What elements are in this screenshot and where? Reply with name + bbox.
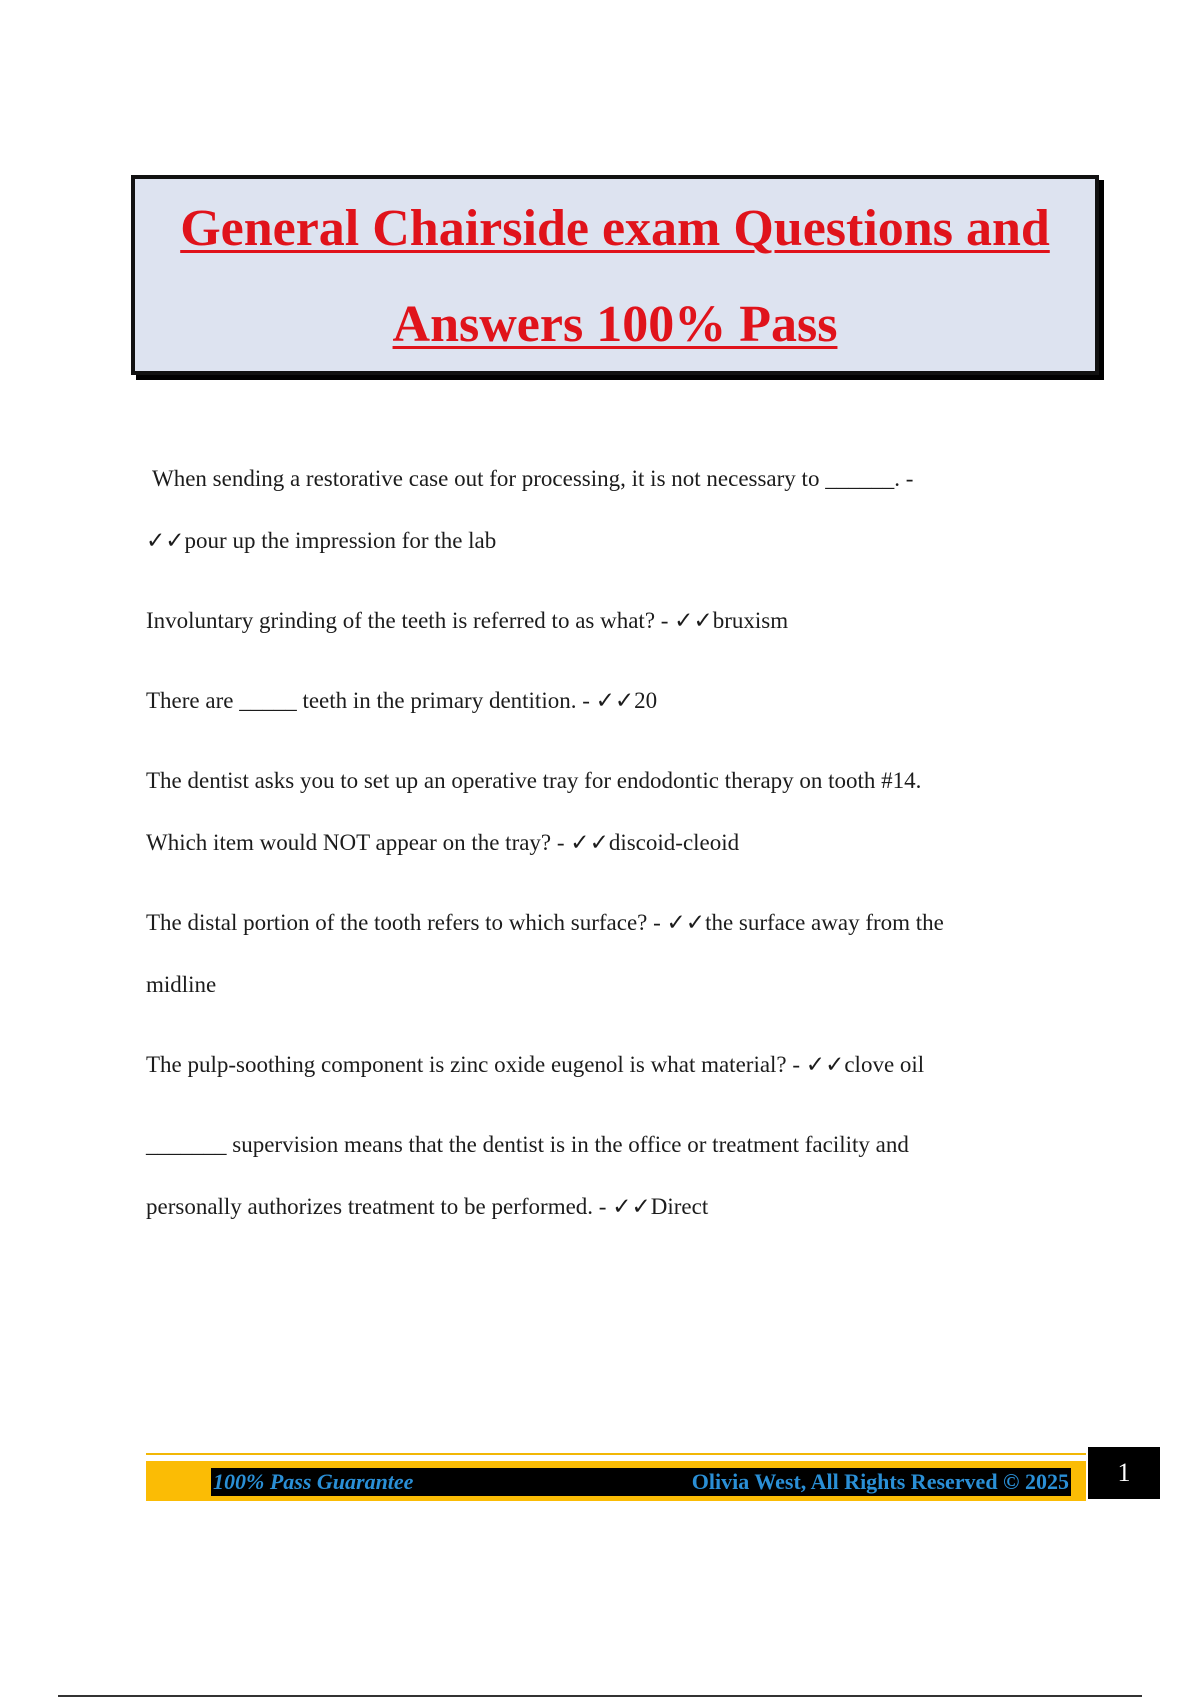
qa-question: The distal portion of the tooth refers to which surface? - ✓✓the surface away from the — [146, 910, 944, 935]
qa-answer: ✓✓pour up the impression for the lab — [146, 528, 497, 553]
bottom-divider — [58, 1695, 1142, 1697]
page-footer — [146, 1453, 1086, 1501]
footer-inner — [211, 1468, 1071, 1496]
qa-answer: midline — [146, 972, 217, 997]
qa-item — [146, 750, 1086, 874]
qa-item — [146, 892, 1086, 1016]
qa-answer: personally authorizes treatment to be performed. - ✓✓Direct — [146, 1194, 709, 1219]
qa-question: There are _____ teeth in the primary dentition. - ✓✓20 — [146, 688, 658, 713]
qa-question: The dentist asks you to set up an operative tray for endodontic therapy on tooth #14. — [146, 768, 922, 793]
footer-guarantee-text: 100% Pass Guarantee — [213, 1469, 414, 1494]
qa-list — [146, 448, 1086, 1256]
qa-answer: Which item would NOT appear on the tray? - ✓✓discoid-cleoid — [146, 830, 740, 855]
footer-copyright-text: Olivia West, All Rights Reserved © 2025 — [691, 1469, 1069, 1494]
qa-item — [146, 1034, 1086, 1096]
title-line-1: General Chairside exam Questions and — [180, 200, 1050, 257]
qa-item — [146, 590, 1086, 652]
qa-question: Involuntary grinding of the teeth is referred to as what? - ✓✓bruxism — [146, 608, 789, 633]
qa-question: _______ supervision means that the dentist is in the office or treatment facility and — [146, 1132, 909, 1157]
qa-item — [146, 670, 1086, 732]
qa-question: The pulp-soothing component is zinc oxide eugenol is what material? - ✓✓clove oil — [146, 1052, 925, 1077]
title-box — [131, 175, 1099, 375]
footer-divider — [146, 1453, 1086, 1455]
qa-question: When sending a restorative case out for processing, it is not necessary to ______. - — [152, 466, 914, 491]
footer-bar — [146, 1461, 1086, 1501]
qa-item — [146, 1114, 1086, 1238]
page-number: 1 — [1088, 1447, 1160, 1499]
title-line-2: Answers 100% Pass — [392, 296, 838, 353]
qa-item — [146, 448, 1086, 572]
